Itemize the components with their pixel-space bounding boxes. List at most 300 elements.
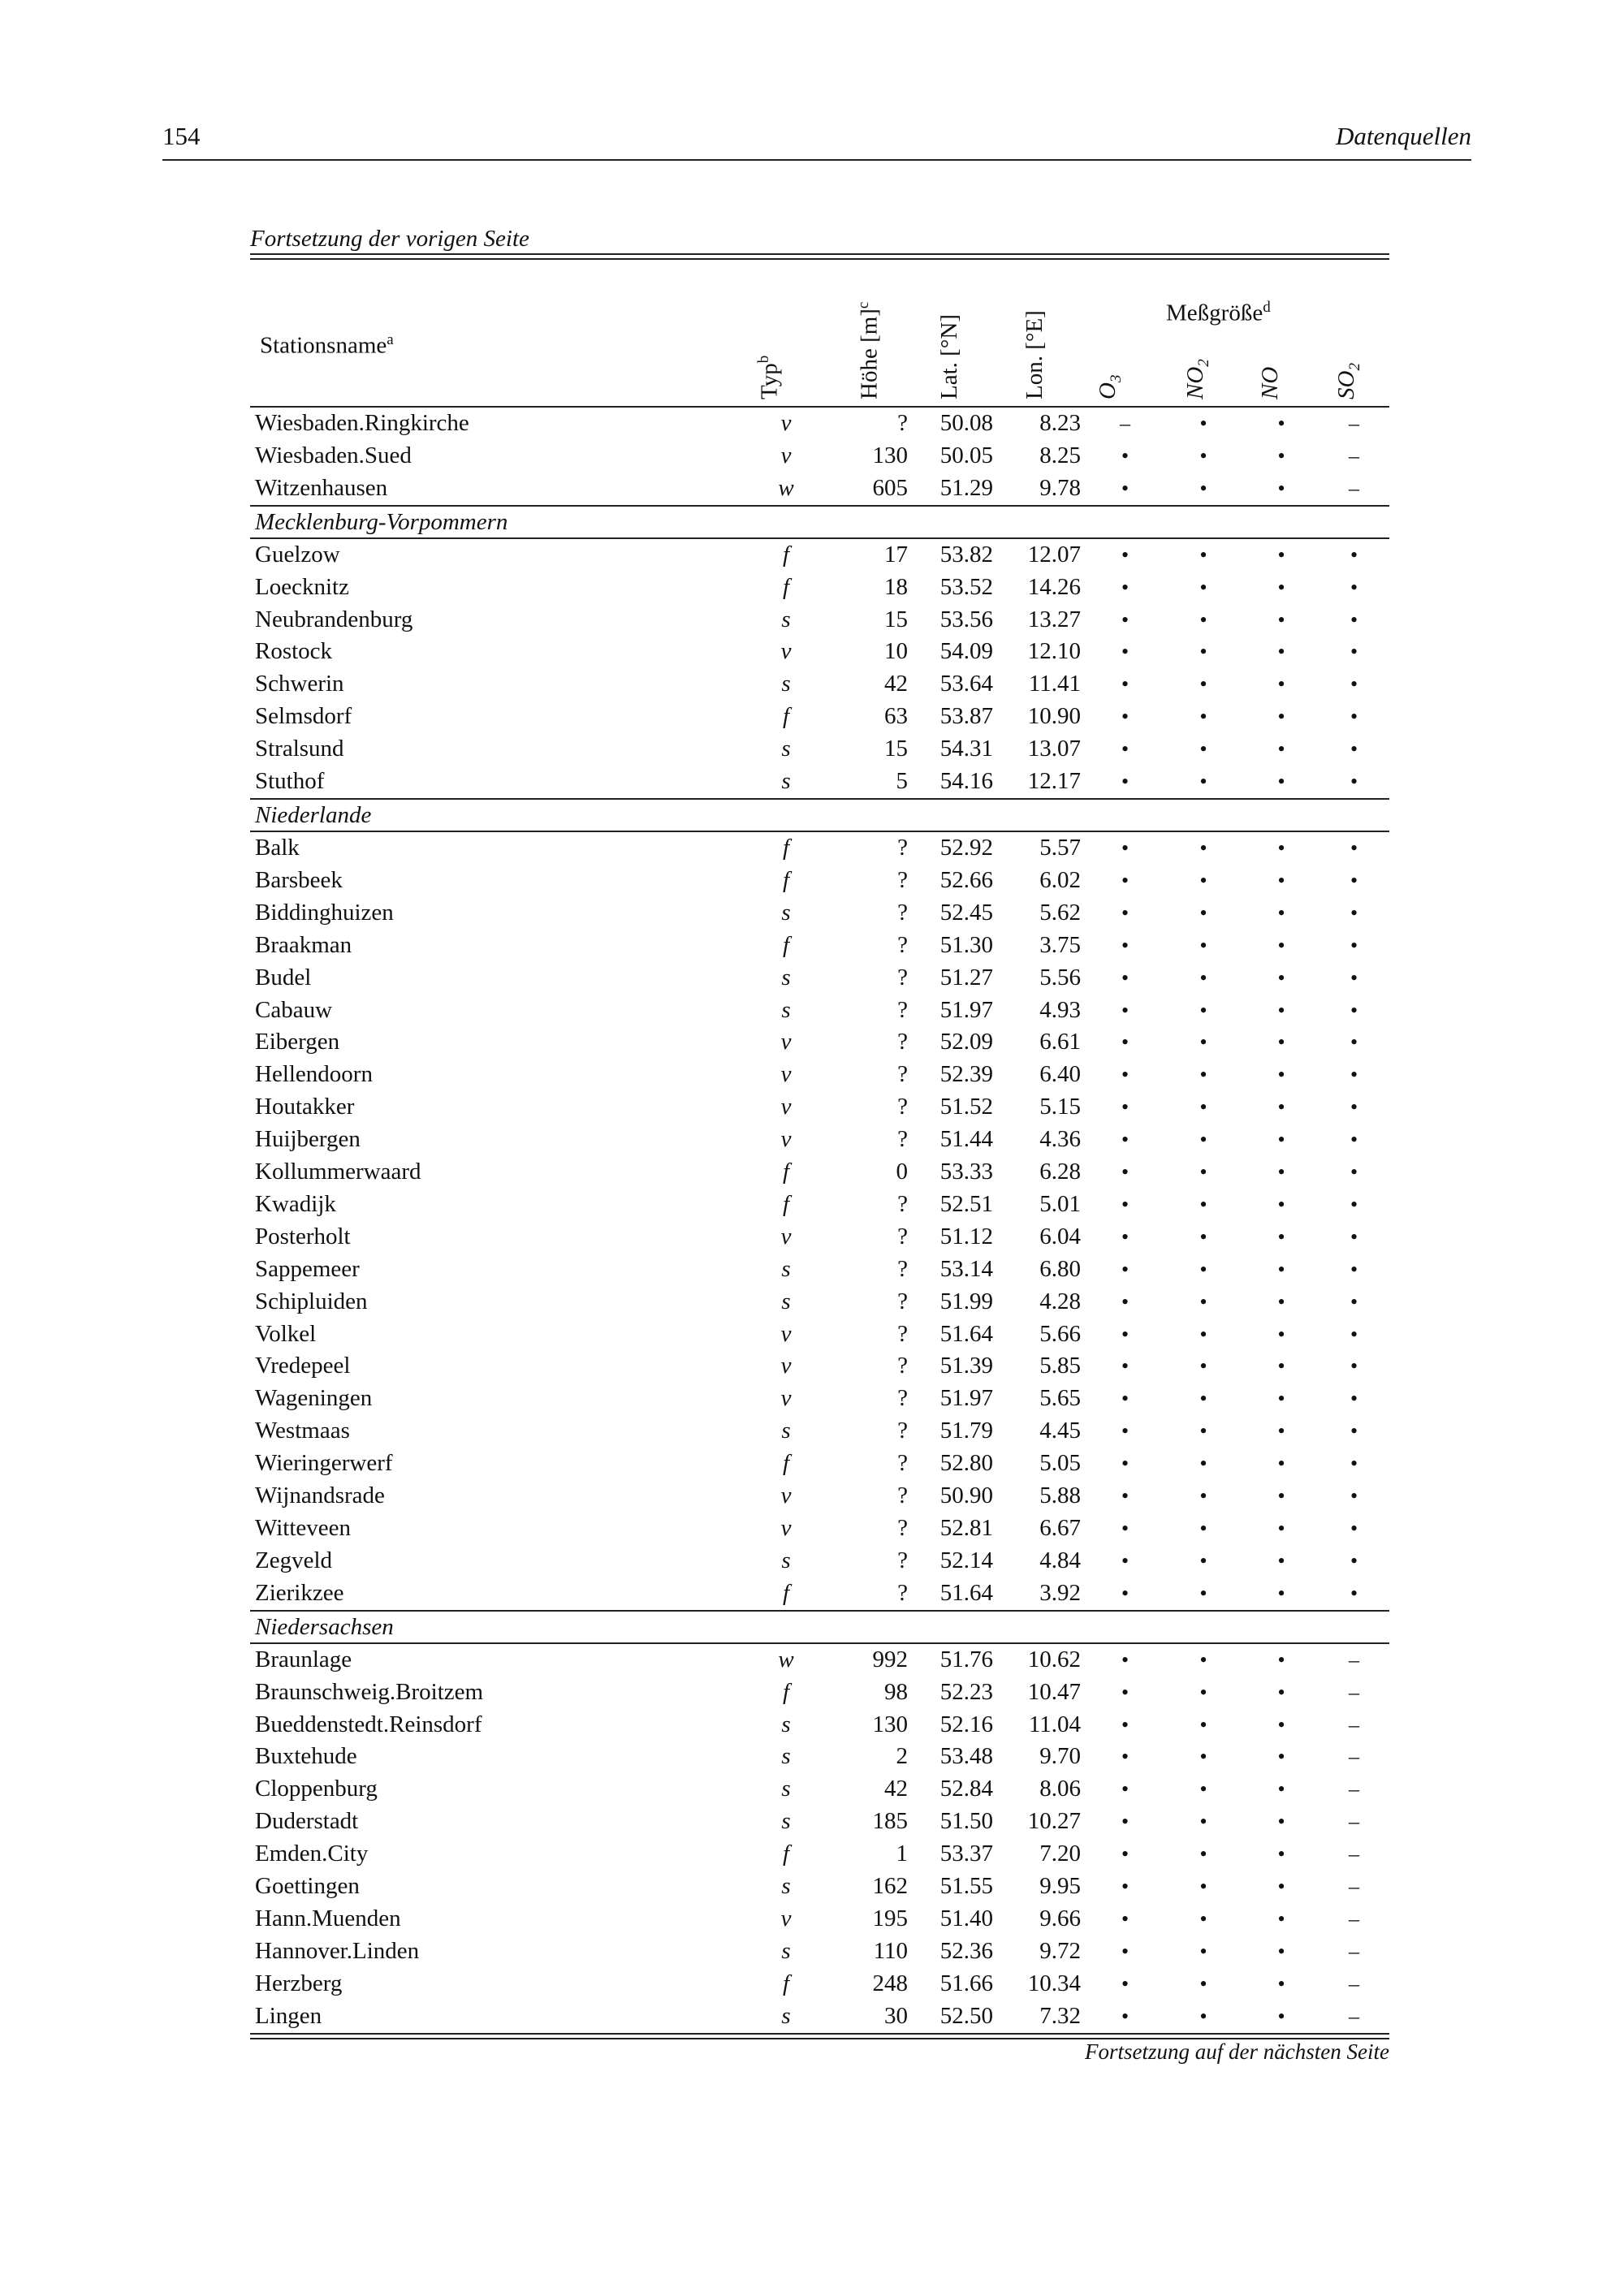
station-lat: 51.30 [939, 931, 993, 958]
measure-no: • [1277, 1484, 1285, 1508]
measure-no: • [1277, 1354, 1285, 1379]
station-type: s [781, 1808, 791, 1835]
measure-o3: • [1121, 770, 1129, 794]
measure-no: • [1277, 933, 1285, 957]
station-name: Kollummerwaard [255, 1159, 421, 1185]
table-row [250, 1709, 1389, 1741]
table-row [250, 538, 1389, 572]
station-height: ? [897, 1579, 908, 1606]
measure-so2: – [1349, 1906, 1359, 1931]
measure-o3: • [1121, 443, 1129, 468]
measure-no: • [1277, 1842, 1285, 1867]
station-name: Vredepeel [255, 1353, 351, 1379]
station-lat: 52.80 [939, 1450, 993, 1477]
measure-no2: • [1199, 1257, 1207, 1281]
station-lon: 10.47 [1027, 1678, 1081, 1705]
station-lon: 5.15 [1039, 1094, 1081, 1120]
measure-no: • [1277, 640, 1285, 664]
table-row [250, 865, 1389, 897]
station-type: s [781, 996, 791, 1023]
station-height: ? [897, 1418, 908, 1444]
station-name: Selmsdorf [255, 703, 352, 730]
measure-so2: • [1350, 542, 1358, 567]
station-height: 2 [896, 1743, 908, 1770]
measure-so2: • [1350, 672, 1358, 697]
station-height: 15 [884, 736, 908, 762]
header-station: Stationsname$^a$ [260, 331, 394, 359]
measure-no: • [1277, 835, 1285, 860]
table-row [250, 1480, 1389, 1513]
measure-o3: • [1121, 1192, 1129, 1216]
measure-no: • [1277, 705, 1285, 729]
measure-no2: • [1199, 998, 1207, 1022]
station-type: w [778, 474, 794, 501]
station-height: ? [897, 1061, 908, 1088]
station-lat: 51.40 [939, 1905, 993, 1931]
station-height: 110 [873, 1937, 908, 1964]
measure-no: • [1277, 1322, 1285, 1346]
station-lat: 54.31 [939, 736, 993, 762]
station-name: Bueddenstedt.Reinsdorf [255, 1711, 482, 1737]
station-height: 195 [872, 1905, 908, 1931]
measure-so2: – [1349, 1712, 1359, 1737]
station-lon: 9.66 [1039, 1905, 1081, 1931]
measure-o3: • [1121, 1030, 1129, 1055]
station-lat: 50.90 [939, 1482, 993, 1509]
measure-no2: • [1199, 1354, 1207, 1379]
measure-o3: • [1121, 868, 1129, 892]
measure-no: • [1277, 1160, 1285, 1185]
measure-no2: • [1199, 1128, 1207, 1152]
station-name: Stuthof [255, 768, 325, 795]
measure-no: • [1277, 1517, 1285, 1540]
measure-o3: – [1120, 412, 1130, 435]
measure-so2: • [1350, 1160, 1358, 1185]
measure-so2: • [1350, 868, 1358, 892]
measure-o3: • [1121, 1387, 1129, 1411]
station-name: Zegveld [255, 1547, 333, 1573]
station-name: Neubrandenburg [255, 606, 413, 632]
measure-so2: – [1349, 1810, 1359, 1834]
measure-no2: • [1199, 900, 1207, 925]
measure-no2: • [1199, 835, 1207, 860]
station-lon: 10.90 [1027, 703, 1081, 730]
measure-o3: • [1121, 1939, 1129, 1963]
station-lon: 4.93 [1039, 996, 1081, 1023]
measure-no: • [1277, 1419, 1285, 1444]
station-height: ? [897, 1255, 908, 1282]
station-name: Hann.Muenden [255, 1905, 401, 1931]
measure-o3: • [1121, 933, 1129, 957]
measure-no: • [1277, 1581, 1285, 1605]
table-row [250, 1415, 1389, 1448]
station-lat: 53.56 [939, 606, 993, 632]
station-type: s [781, 964, 791, 990]
measure-no: • [1277, 900, 1285, 925]
measure-o3: • [1121, 1680, 1129, 1704]
station-name: Duderstadt [255, 1808, 359, 1835]
measure-no2: • [1199, 1875, 1207, 1899]
measure-o3: • [1121, 737, 1129, 762]
table-row [250, 1059, 1389, 1091]
station-name: Herzberg [255, 1970, 343, 1996]
measure-o3: • [1121, 1128, 1129, 1152]
measure-o3: • [1121, 1712, 1129, 1737]
measure-o3: • [1121, 672, 1129, 697]
station-lat: 53.64 [939, 671, 993, 697]
station-height: 42 [884, 1776, 908, 1802]
station-height: ? [897, 964, 908, 990]
measure-no: • [1277, 1680, 1285, 1704]
station-height: 15 [884, 606, 908, 632]
measure-o3: • [1121, 2004, 1129, 2028]
measure-no: • [1277, 412, 1285, 435]
header-so2: $SO_2$ [1333, 363, 1363, 399]
station-name: Braunschweig.Broitzem [255, 1678, 484, 1705]
measure-no2: • [1199, 1095, 1207, 1120]
station-lon: 5.65 [1039, 1385, 1081, 1412]
station-lon: 12.17 [1027, 768, 1081, 795]
measure-o3: • [1121, 575, 1129, 599]
measure-o3: • [1121, 1160, 1129, 1185]
measure-no2: • [1199, 1322, 1207, 1346]
table-row [250, 1189, 1389, 1221]
measure-so2: • [1350, 737, 1358, 762]
header-no2: $NO_2$ [1182, 359, 1212, 399]
measure-so2: • [1350, 1257, 1358, 1281]
table-row [250, 897, 1389, 930]
station-name: Houtakker [255, 1094, 355, 1120]
header-latitude: Lat. [°N] [936, 314, 962, 399]
station-lat: 51.12 [939, 1223, 993, 1249]
station-lon: 9.95 [1039, 1873, 1081, 1900]
station-type: f [782, 1579, 790, 1606]
measure-so2: • [1350, 705, 1358, 729]
measure-no2: • [1199, 1452, 1207, 1476]
station-lat: 52.45 [939, 899, 993, 926]
measure-so2: • [1350, 1224, 1358, 1249]
measure-no: • [1277, 1810, 1285, 1834]
measure-o3: • [1121, 705, 1129, 729]
station-lat: 53.82 [939, 541, 993, 568]
station-lat: 53.52 [939, 573, 993, 600]
measure-no2: • [1199, 1777, 1207, 1802]
measure-no: • [1277, 1128, 1285, 1152]
measure-so2: • [1350, 1548, 1358, 1573]
station-name: Cabauw [255, 996, 333, 1023]
station-lat: 51.44 [939, 1126, 993, 1153]
table-row [250, 1806, 1389, 1838]
station-type: v [780, 1905, 792, 1931]
station-type: f [782, 1159, 790, 1185]
measure-o3: • [1121, 542, 1129, 567]
station-name: Cloppenburg [255, 1776, 378, 1802]
measure-o3: • [1121, 1322, 1129, 1346]
station-type: f [782, 541, 790, 568]
station-type: f [782, 1450, 790, 1477]
station-lon: 13.27 [1027, 606, 1081, 632]
station-type: v [780, 410, 792, 436]
measure-o3: • [1121, 1842, 1129, 1867]
measure-so2: • [1350, 770, 1358, 794]
station-type: f [782, 573, 790, 600]
station-lon: 6.80 [1039, 1255, 1081, 1282]
station-name: Zierikzee [255, 1579, 344, 1606]
table-row [250, 1741, 1389, 1773]
measure-so2: • [1350, 1484, 1358, 1508]
measure-no2: • [1199, 1387, 1207, 1411]
measure-no2: • [1199, 542, 1207, 567]
measure-no2: • [1199, 1517, 1207, 1540]
station-lon: 3.75 [1039, 931, 1081, 958]
measure-no2: • [1199, 933, 1207, 957]
measure-no: • [1277, 1257, 1285, 1281]
measure-no2: • [1199, 2004, 1207, 2028]
station-lat: 53.33 [939, 1159, 993, 1185]
header-longitude: Lon. [°E] [1021, 310, 1047, 399]
station-lon: 10.34 [1027, 1970, 1081, 1996]
table-row [250, 1773, 1389, 1806]
station-height: 5 [896, 768, 908, 795]
measure-no: • [1277, 1548, 1285, 1573]
measure-no2: • [1199, 1192, 1207, 1216]
measure-no2: • [1199, 443, 1207, 468]
measure-so2: • [1350, 1289, 1358, 1314]
measure-no2: • [1199, 412, 1207, 435]
section-header [250, 506, 1389, 538]
table-row [250, 995, 1389, 1027]
measure-o3: • [1121, 640, 1129, 664]
station-type: s [781, 1255, 791, 1282]
section-title: Mecklenburg-Vorpommern [250, 506, 1389, 538]
measure-o3: • [1121, 607, 1129, 632]
table-row [250, 831, 1389, 865]
measure-so2: – [1349, 1647, 1359, 1672]
measure-so2: • [1350, 640, 1358, 664]
table-row [250, 1513, 1389, 1545]
station-name: Posterholt [255, 1223, 351, 1249]
measure-o3: • [1121, 1548, 1129, 1573]
measure-no2: • [1199, 770, 1207, 794]
table-row [250, 1838, 1389, 1871]
station-lat: 51.39 [939, 1353, 993, 1379]
measure-o3: • [1121, 476, 1129, 500]
station-lon: 6.04 [1039, 1223, 1081, 1249]
measure-no: • [1277, 1387, 1285, 1411]
station-height: 605 [872, 474, 908, 501]
station-lat: 53.87 [939, 703, 993, 730]
measure-so2: • [1350, 1581, 1358, 1605]
measure-so2: • [1350, 1517, 1358, 1540]
measure-o3: • [1121, 1875, 1129, 1899]
table-row [250, 440, 1389, 473]
station-type: s [781, 1418, 791, 1444]
table-row [250, 1221, 1389, 1254]
station-lon: 7.32 [1039, 2002, 1081, 2029]
table-row [250, 1318, 1389, 1351]
measure-o3: • [1121, 1810, 1129, 1834]
station-height: ? [897, 1288, 908, 1314]
station-name: Schipluiden [255, 1288, 368, 1314]
station-lat: 52.39 [939, 1061, 993, 1088]
measure-no2: • [1199, 1647, 1207, 1672]
measure-o3: • [1121, 1581, 1129, 1605]
station-height: 63 [884, 703, 908, 730]
station-height: 98 [884, 1678, 908, 1705]
station-type: s [781, 1873, 791, 1900]
table-row [250, 636, 1389, 668]
measure-so2: • [1350, 933, 1358, 957]
station-lon: 11.41 [1028, 671, 1081, 697]
station-height: ? [897, 996, 908, 1023]
header-height: Höhe $[m]^c$ [855, 301, 883, 399]
station-table [250, 253, 1389, 2064]
station-height: 162 [872, 1873, 908, 1900]
station-name: Schwerin [255, 671, 344, 697]
station-type: v [780, 1385, 792, 1412]
measure-no: • [1277, 737, 1285, 762]
measure-o3: • [1121, 1484, 1129, 1508]
station-name: Goettingen [255, 1873, 360, 1900]
measure-no: • [1277, 672, 1285, 697]
station-name: Loecknitz [255, 573, 349, 600]
station-name: Wieringerwerf [255, 1450, 393, 1477]
station-lon: 5.01 [1039, 1190, 1081, 1217]
station-height: ? [897, 1223, 908, 1249]
station-type: f [782, 1190, 790, 1217]
station-type: f [782, 931, 790, 958]
station-name: Emden.City [255, 1841, 369, 1867]
measure-no2: • [1199, 1581, 1207, 1605]
measure-o3: • [1121, 1517, 1129, 1540]
measure-no: • [1277, 1647, 1285, 1672]
station-height: 30 [884, 2002, 908, 2029]
measure-no: • [1277, 1224, 1285, 1249]
station-height: 1 [896, 1841, 908, 1867]
station-name: Braunlage [255, 1646, 352, 1672]
measure-no2: • [1199, 1224, 1207, 1249]
measure-no: • [1277, 1777, 1285, 1802]
station-height: 992 [872, 1646, 908, 1672]
station-name: Wiesbaden.Sued [255, 442, 412, 468]
table-row [250, 701, 1389, 733]
measure-no2: • [1199, 1484, 1207, 1508]
station-lon: 6.61 [1039, 1029, 1081, 1055]
station-height: ? [897, 1320, 908, 1347]
measure-no2: • [1199, 737, 1207, 762]
table-row [250, 668, 1389, 701]
measure-no2: • [1199, 640, 1207, 664]
station-type: s [781, 1288, 791, 1314]
measure-no2: • [1199, 965, 1207, 990]
measure-so2: • [1350, 607, 1358, 632]
measure-o3: • [1121, 1452, 1129, 1476]
station-name: Rostock [255, 638, 333, 665]
measure-no2: • [1199, 575, 1207, 599]
station-lon: 10.27 [1027, 1808, 1081, 1835]
table-row [250, 1383, 1389, 1415]
continued-from-previous: Fortsetzung der vorigen Seite [250, 226, 529, 252]
station-name: Witzenhausen [255, 474, 388, 501]
table-row [250, 1545, 1389, 1577]
table-row [250, 572, 1389, 604]
station-lat: 52.81 [939, 1515, 993, 1541]
measure-so2: – [1349, 412, 1359, 435]
measure-no: • [1277, 542, 1285, 567]
table-row [250, 1254, 1389, 1286]
station-height: ? [897, 1547, 908, 1573]
station-lon: 9.78 [1039, 474, 1081, 501]
measure-no2: • [1199, 1160, 1207, 1185]
station-name: Kwadijk [255, 1190, 336, 1217]
measure-no2: • [1199, 1810, 1207, 1834]
station-height: 0 [896, 1159, 908, 1185]
station-height: 130 [872, 1711, 908, 1737]
station-height: ? [897, 1515, 908, 1541]
measure-no: • [1277, 476, 1285, 500]
station-height: ? [897, 1094, 908, 1120]
measure-no2: • [1199, 1906, 1207, 1931]
station-height: ? [897, 410, 908, 436]
measure-no: • [1277, 1875, 1285, 1899]
page-header [162, 122, 1471, 161]
station-name: Barsbeek [255, 866, 343, 893]
station-lon: 4.28 [1039, 1288, 1081, 1314]
station-name: Witteveen [255, 1515, 351, 1541]
measure-no: • [1277, 1712, 1285, 1737]
station-height: 18 [884, 573, 908, 600]
measure-so2: – [1349, 1680, 1359, 1704]
station-height: ? [897, 1450, 908, 1477]
measure-so2: – [1349, 1939, 1359, 1963]
measure-so2: • [1350, 1322, 1358, 1346]
header-type: Typ$^b$ [755, 355, 783, 399]
measure-so2: • [1350, 1095, 1358, 1120]
measure-no: • [1277, 2004, 1285, 2028]
station-type: v [780, 1482, 792, 1509]
station-name: Volkel [255, 1320, 317, 1347]
station-lat: 54.09 [939, 638, 993, 665]
station-lat: 51.27 [939, 964, 993, 990]
measure-no2: • [1199, 476, 1207, 500]
station-lat: 52.09 [939, 1029, 993, 1055]
station-lat: 52.84 [939, 1776, 993, 1802]
measure-so2: • [1350, 1419, 1358, 1444]
station-name: Wageningen [255, 1385, 373, 1412]
station-height: 10 [884, 638, 908, 665]
measure-o3: • [1121, 900, 1129, 925]
station-name: Wiesbaden.Ringkirche [255, 410, 469, 436]
measure-no2: • [1199, 672, 1207, 697]
header-measure-group: Meßgröße$^d$ [1166, 299, 1271, 326]
station-height: ? [897, 866, 908, 893]
station-name: Stralsund [255, 736, 344, 762]
measure-no: • [1277, 1289, 1285, 1314]
station-type: f [782, 866, 790, 893]
station-type: v [780, 1094, 792, 1120]
station-type: f [782, 1970, 790, 1996]
table-row [250, 1968, 1389, 2000]
measure-so2: – [1349, 1777, 1359, 1802]
station-lon: 4.84 [1039, 1547, 1081, 1573]
table-row [250, 1643, 1389, 1677]
measure-no2: • [1199, 1971, 1207, 1996]
station-lat: 52.14 [939, 1547, 993, 1573]
station-lon: 12.07 [1027, 541, 1081, 568]
station-height: ? [897, 1482, 908, 1509]
station-name: Guelzow [255, 541, 340, 568]
station-type: v [780, 1515, 792, 1541]
